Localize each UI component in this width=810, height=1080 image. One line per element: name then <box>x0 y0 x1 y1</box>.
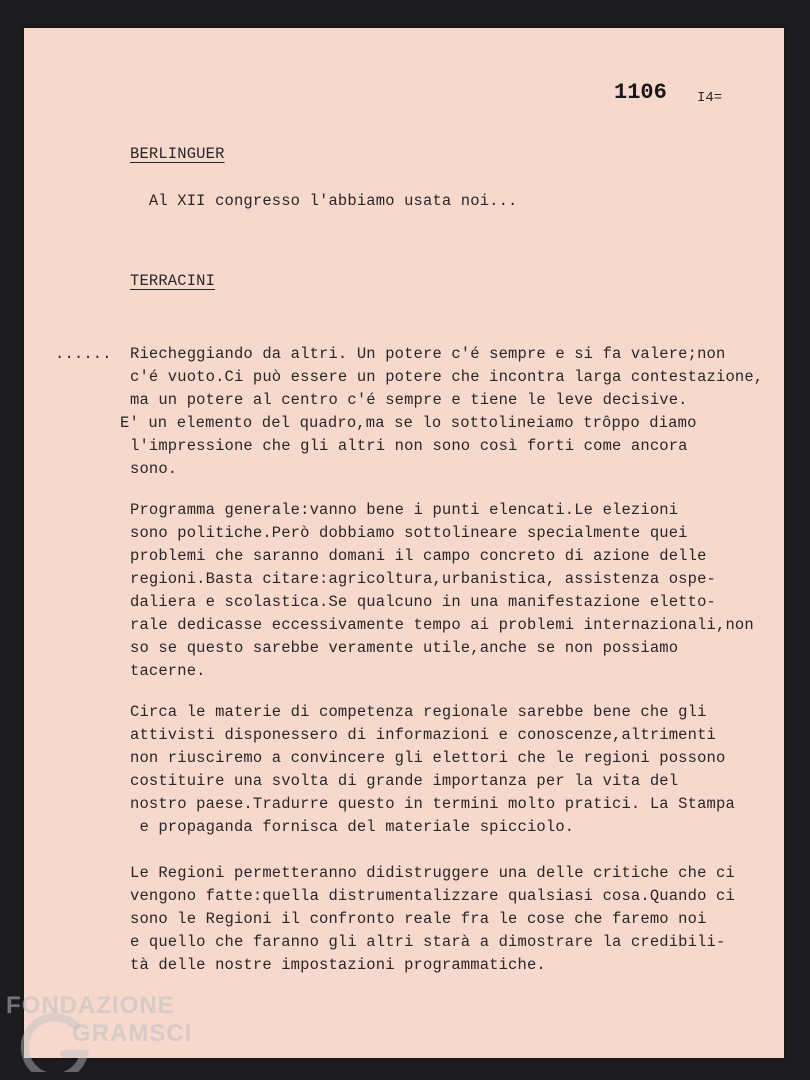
page-code: I4= <box>697 90 723 106</box>
p4-line-1: Le Regioni permetteranno didistruggere una delle critiche che ci <box>130 864 735 882</box>
p2-line-3: problemi che saranno domani il campo concreto di azione delle <box>130 547 707 565</box>
page-number: 1106 <box>614 80 667 105</box>
margin-mark: ...... <box>55 345 112 363</box>
p2-line-4: regioni.Basta citare:agricoltura,urbanistica, assistenza ospe- <box>130 570 716 588</box>
p2-line-1: Programma generale:vanno bene i punti elencati.Le elezioni <box>130 501 679 519</box>
watermark-line-2: GRAMSCI <box>72 1020 193 1047</box>
berlinguer-line: Al XII congresso l'abbiamo usata noi... <box>130 192 518 210</box>
p4-line-4: e quello che faranno gli altri starà a dimostrare la credibili- <box>130 933 726 951</box>
p1-line-6: sono. <box>130 460 178 478</box>
p2-line-8: tacerne. <box>130 662 206 680</box>
p4-line-5: tà delle nostre impostazioni programmatiche. <box>130 956 546 974</box>
p1-line-3: ma un potere al centro c'é sempre e tiene le leve decisive. <box>130 391 688 409</box>
p1-line-5: l'impressione che gli altri non sono così forti come ancora <box>130 437 688 455</box>
p3-line-1: Circa le materie di competenza regionale sarebbe bene che gli <box>130 703 707 721</box>
p2-line-7: so se questo sarebbe veramente utile,anche se non possiamo <box>130 639 679 657</box>
p3-line-3: non riusciremo a convincere gli elettori che le regioni possono <box>130 749 726 767</box>
p2-line-6: rale dedicasse eccessivamente tempo ai problemi internazionali,non <box>130 616 754 634</box>
p3-line-5: nostro paese.Tradurre questo in termini molto pratici. La Stampa <box>130 795 735 813</box>
p1-line-2: c'é vuoto.Ci può essere un potere che incontra larga contestazione, <box>130 368 764 386</box>
p4-line-2: vengono fatte:quella distrumentalizzare qualsiasi cosa.Quando ci <box>130 887 735 905</box>
p2-line-5: daliera e scolastica.Se qualcuno in una manifestazione eletto- <box>130 593 716 611</box>
p3-line-6: e propaganda fornisca del materiale spicciolo. <box>130 818 575 836</box>
p1-line-4: E' un elemento del quadro,ma se lo sottolineiamo trôppo diamo <box>120 414 697 432</box>
p1-line-1: Riecheggiando da altri. Un potere c'é sempre e si fa valere;non <box>130 345 726 363</box>
fondazione-gramsci-watermark <box>6 992 206 1072</box>
p2-line-2: sono politiche.Però dobbiamo sottolineare specialmente quei <box>130 524 688 542</box>
p3-line-2: attivisti disponessero di informazioni e conoscenze,altrimenti <box>130 726 716 744</box>
speaker-terracini: TERRACINI <box>130 272 216 290</box>
p3-line-4: costituire una svolta di grande importanza per la vita del <box>130 772 679 790</box>
watermark-line-1: FONDAZIONE <box>6 992 175 1019</box>
speaker-berlinguer: BERLINGUER <box>130 145 225 163</box>
p4-line-3: sono le Regioni il confronto reale fra le cose che faremo noi <box>130 910 707 928</box>
